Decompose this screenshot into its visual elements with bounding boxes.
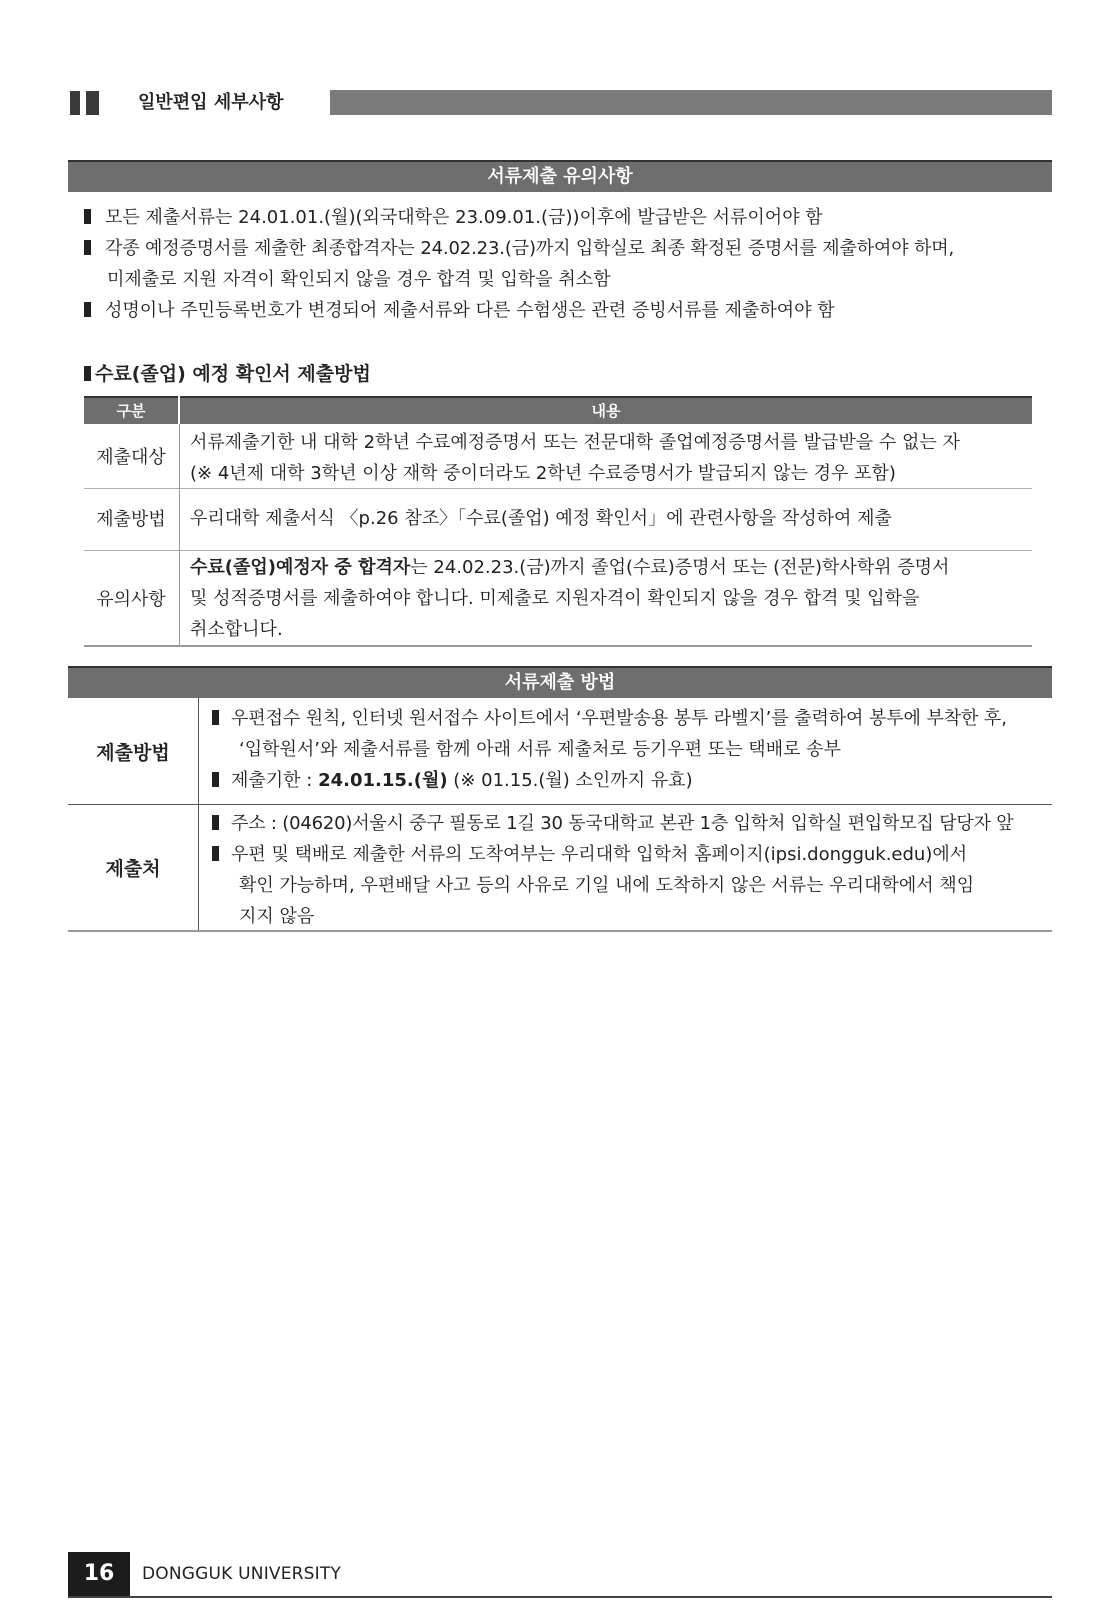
method-title: 서류제출 방법 — [504, 672, 616, 693]
bullet-square-icon — [84, 366, 91, 381]
deadline-line: 제출기한 : 24.01.15.(월) (※ 01.15.(월) 소인까지 유효) — [212, 765, 693, 796]
address-line: 주소 : (04620)서울시 중구 필동로 1길 30 동국대학교 본관 1층 입학처 입학실 편입학모집 담당자 앞 — [212, 808, 1013, 839]
notice-bullet-continuation: 미제출로 지원 자격이 확인되지 않을 경우 합격 및 입학을 취소함 — [107, 269, 611, 290]
row-label: 제출대상 — [96, 447, 166, 468]
method-line: ‘입학원서’와 제출서류를 함께 아래 서류 제출처로 등기우편 또는 택배로 송부 — [239, 739, 841, 760]
confirm-heading: 수료(졸업) 예정 확인서 제출방법 — [84, 360, 371, 388]
bullet-square-icon — [84, 240, 91, 255]
header-mark — [70, 91, 80, 115]
row-content-line: 우리대학 제출서식 〈p.26 참조〉「수료(졸업) 예정 확인서」에 관련사항을 작성하여 제출 — [190, 508, 892, 529]
table-column-divider — [179, 424, 180, 646]
deadline-date: 24.01.15.(월) — [318, 770, 448, 791]
method-line: 우편접수 원칙, 인터넷 원서접수 사이트에서 ‘우편발송용 봉투 라벨지’를 출력하여 봉투에 부착한 후, — [212, 703, 1007, 734]
row-content-line: 서류제출기한 내 대학 2학년 수료예정증명서 또는 전문대학 졸업예정증명서를 발급받을 수 없는 자 — [190, 432, 960, 453]
table-row-divider — [84, 550, 1032, 551]
row-label: 유의사항 — [96, 589, 166, 610]
method-row-label: 제출처 — [105, 858, 161, 880]
table-header-content: 내용 — [180, 396, 1032, 424]
section-title: 일반편입 세부사항 — [138, 92, 284, 113]
bullet-square-icon — [212, 710, 219, 725]
table-bottom-rule — [68, 930, 1052, 932]
bullet-square-icon — [212, 772, 219, 787]
row-content-line: 취소합니다. — [190, 619, 283, 640]
method-line: 지지 않음 — [239, 906, 315, 927]
method-row-label: 제출방법 — [96, 742, 170, 764]
footer-rule — [68, 1596, 1052, 1598]
footer-university: DONGGUK UNIVERSITY — [142, 1564, 342, 1584]
notice-bullet: 모든 제출서류는 24.01.01.(월)(외국대학은 23.09.01.(금))이후에 발급받은 서류이어야 함 — [84, 202, 823, 233]
notice-title: 서류제출 유의사항 — [487, 166, 633, 187]
method-line: 확인 가능하며, 우편배달 사고 등의 사유로 기일 내에 도착하지 않은 서류는 우리대학에서 책임 — [239, 875, 975, 896]
notice-title-bar — [68, 160, 1052, 192]
header-bar — [330, 90, 1052, 115]
bold-lead: 수료(졸업)예정자 중 합격자 — [190, 557, 411, 578]
method-line: 우편 및 택배로 제출한 서류의 도착여부는 우리대학 입학처 홈페이지(ipsi.dongguk.edu)에서 — [212, 839, 967, 870]
row-content-line: (※ 4년제 대학 3학년 이상 재학 중이더라도 2학년 수료증명서가 발급되지 않는 경우 포함) — [190, 463, 896, 484]
row-content-line: 및 성적증명서를 제출하여야 합니다. 미제출로 지원자격이 확인되지 않을 경우 합격 및 입학을 — [190, 588, 920, 609]
page-number: 16 — [68, 1552, 130, 1596]
bullet-square-icon — [212, 815, 219, 830]
bullet-square-icon — [212, 846, 219, 861]
header-mark — [86, 91, 99, 115]
method-title-bar — [68, 666, 1052, 698]
table-header-category: 구분 — [84, 396, 178, 424]
bullet-square-icon — [84, 302, 91, 317]
row-label: 제출방법 — [96, 509, 166, 530]
bullet-square-icon — [84, 209, 91, 224]
table-bottom-rule — [84, 645, 1032, 647]
row-content-line: 수료(졸업)예정자 중 합격자는 24.02.23.(금)까지 졸업(수료)증명서 또는 (전문)학사학위 증명서 — [190, 557, 950, 578]
table-column-divider — [198, 698, 199, 931]
notice-bullet: 성명이나 주민등록번호가 변경되어 제출서류와 다른 수험생은 관련 증빙서류를 제출하여야 함 — [84, 295, 835, 326]
table-row-divider — [68, 804, 1052, 805]
notice-bullet: 각종 예정증명서를 제출한 최종합격자는 24.02.23.(금)까지 입학실로 최종 확정된 증명서를 제출하여야 하며, — [84, 233, 954, 264]
